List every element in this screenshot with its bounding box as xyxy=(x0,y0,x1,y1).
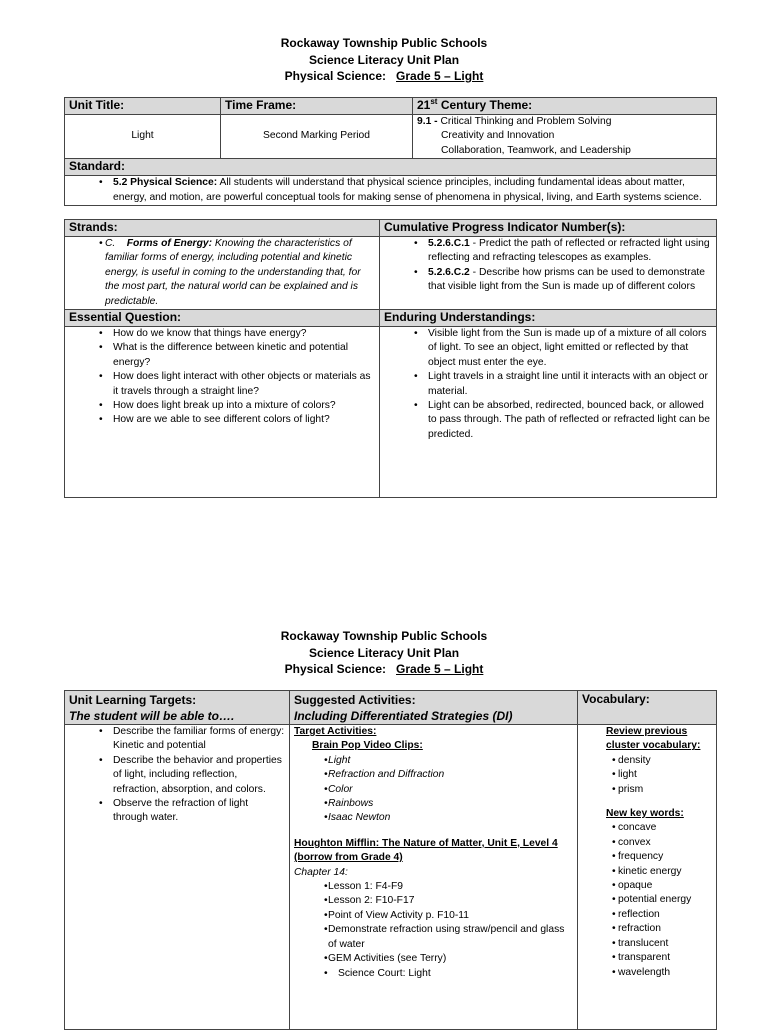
understanding-item: • Light travels in a straight line until it interacts with an object or material. xyxy=(384,370,712,399)
essential-question-label: Essential Question: xyxy=(65,310,380,327)
cpi-item: • 5.2.6.C.1 - Predict the path of reflected or refracted light using reflecting and refracting telescopes as examples. xyxy=(384,237,712,266)
time-frame-value: Second Marking Period xyxy=(221,115,413,159)
school-name: Rockaway Township Public Schools xyxy=(280,36,488,50)
lesson-item: • GEM Activities (see Terry) xyxy=(294,952,573,966)
cpi-label: Cumulative Progress Indicator Number(s): xyxy=(380,220,717,237)
century-theme-value: 9.1 - Critical Thinking and Problem Solving Creativity and Innovation Collaboration, Teamwork, and Leadership xyxy=(413,115,717,159)
vocab-word: • concave xyxy=(582,821,712,835)
activities-table xyxy=(64,690,717,1030)
vocab-word: • opaque xyxy=(582,879,712,893)
page1-header xyxy=(0,35,768,85)
strands-table xyxy=(64,219,717,498)
question-item: • How does light break up into a mixture of colors? xyxy=(69,399,375,413)
question-item: • How does light interact with other objects or materials as it travels through a straight line? xyxy=(69,370,375,399)
unit-info-table xyxy=(64,97,717,206)
lesson-item: • Demonstrate refraction using straw/pencil and glass of water xyxy=(294,923,573,952)
gem-sub-item: • Science Court: Light xyxy=(294,967,573,981)
page2-header xyxy=(0,628,768,678)
targets-header: Unit Learning Targets: The student will be able to…. xyxy=(65,691,290,725)
enduring-understandings-label: Enduring Understandings: xyxy=(380,310,717,327)
unit-title-value: Light xyxy=(65,115,221,159)
vocabulary-list xyxy=(578,725,717,1030)
textbook-title: Houghton Mifflin: The Nature of Matter, Unit E, Level 4 (borrow from Grade 4) xyxy=(294,837,558,864)
school-name: Rockaway Township Public Schools xyxy=(280,629,488,643)
vocab-word: • transparent xyxy=(582,951,712,965)
understanding-item: • Light can be absorbed, redirected, bounced back, or allowed to pass through. The path of reflected or refracted light can be predicted. xyxy=(384,399,712,442)
vocab-word: • reflection xyxy=(582,908,712,922)
vocab-word: • density xyxy=(582,754,712,768)
vocab-word: • potential energy xyxy=(582,893,712,907)
question-item: • How are we able to see different colors of light? xyxy=(69,413,375,427)
strand-text: • C. Forms of Energy: Knowing the characteristics of familiar forms of energy, including potential and kinetic energy, is useful in coming to the understanding that, for the most part, the natural world can be explained and is predictable. xyxy=(65,237,380,310)
activities-list: Target Activities: Brain Pop Video Clips: • Light • Refraction and Diffraction • Color • Rainbows • Isaac Newton Houghton Mifflin: The Nature of Matter, Unit E, Level 4 (borrow from Grade 4) Chapter 14: • Lesson 1: F4-F9 • Lesson 2: F10-F17 • Point of View Activity p. F10-11 • Demonstrate refraction using straw/pencil and glass of water • GEM Activities (see Terry) • Science Court: Light xyxy=(290,725,578,1030)
review-vocab-title: Review previous cluster vocabulary: xyxy=(606,726,701,752)
course-title: Physical Science: Grade 5 – Light xyxy=(284,662,484,676)
cpi-item: • 5.2.6.C.2 - Describe how prisms can be used to demonstrate that visible light from the Sun is made up of different colors xyxy=(384,266,712,295)
target-item: • Describe the familiar forms of energy: Kinetic and potential xyxy=(69,725,285,754)
cpi-list xyxy=(380,237,717,310)
plan-title: Science Literacy Unit Plan xyxy=(308,645,460,660)
target-item: • Observe the refraction of light through water. xyxy=(69,797,285,826)
lesson-item: • Lesson 1: F4-F9 xyxy=(294,880,573,894)
brainpop-item: • Light xyxy=(294,754,573,768)
vocabulary-header: Vocabulary: xyxy=(578,691,717,725)
brainpop-item: • Refraction and Diffraction xyxy=(294,768,573,782)
new-vocab-title: New key words: xyxy=(606,808,684,820)
question-item: • What is the difference between kinetic and potential energy? xyxy=(69,341,375,370)
target-item: • Describe the behavior and properties of light, including reflection, refraction, absorption, and colors. xyxy=(69,754,285,797)
lesson-item: • Point of View Activity p. F10-11 xyxy=(294,909,573,923)
brainpop-item: • Color xyxy=(294,783,573,797)
brainpop-item: • Rainbows xyxy=(294,797,573,811)
essential-questions-list xyxy=(65,327,380,498)
vocab-word: • wavelength xyxy=(582,966,712,980)
brainpop-item: • Isaac Newton xyxy=(294,811,573,825)
standard-text: • 5.2 Physical Science: All students will understand that physical science principles, including fundamental ideas about matter, energy, and motion, are powerful conceptual tools for making sense of phenomena in physical, living, and Earth systems science. xyxy=(65,176,717,206)
vocab-word: • translucent xyxy=(582,937,712,951)
vocab-word: • convex xyxy=(582,836,712,850)
lesson-item: • Lesson 2: F10-F17 xyxy=(294,894,573,908)
vocab-word: • light xyxy=(582,768,712,782)
vocab-word: • prism xyxy=(582,783,712,797)
vocab-word: • frequency xyxy=(582,850,712,864)
question-item: • How do we know that things have energy? xyxy=(69,327,375,341)
course-title: Physical Science: Grade 5 – Light xyxy=(284,69,484,83)
strands-label: Strands: xyxy=(65,220,380,237)
understanding-item: • Visible light from the Sun is made up of a mixture of all colors of light. To see an object, light emitted or reflected by that object must enter the eye. xyxy=(384,327,712,370)
vocab-word: • refraction xyxy=(582,922,712,936)
vocab-word: • kinetic energy xyxy=(582,865,712,879)
standard-label: Standard: xyxy=(65,159,717,176)
activities-header: Suggested Activities: Including Differentiated Strategies (DI) xyxy=(290,691,578,725)
unit-title-label: Unit Title: xyxy=(65,98,221,115)
understandings-list xyxy=(380,327,717,498)
time-frame-label: Time Frame: xyxy=(221,98,413,115)
century-theme-label: 21st Century Theme: xyxy=(413,98,717,115)
plan-title: Science Literacy Unit Plan xyxy=(308,52,460,67)
targets-list xyxy=(65,725,290,1030)
